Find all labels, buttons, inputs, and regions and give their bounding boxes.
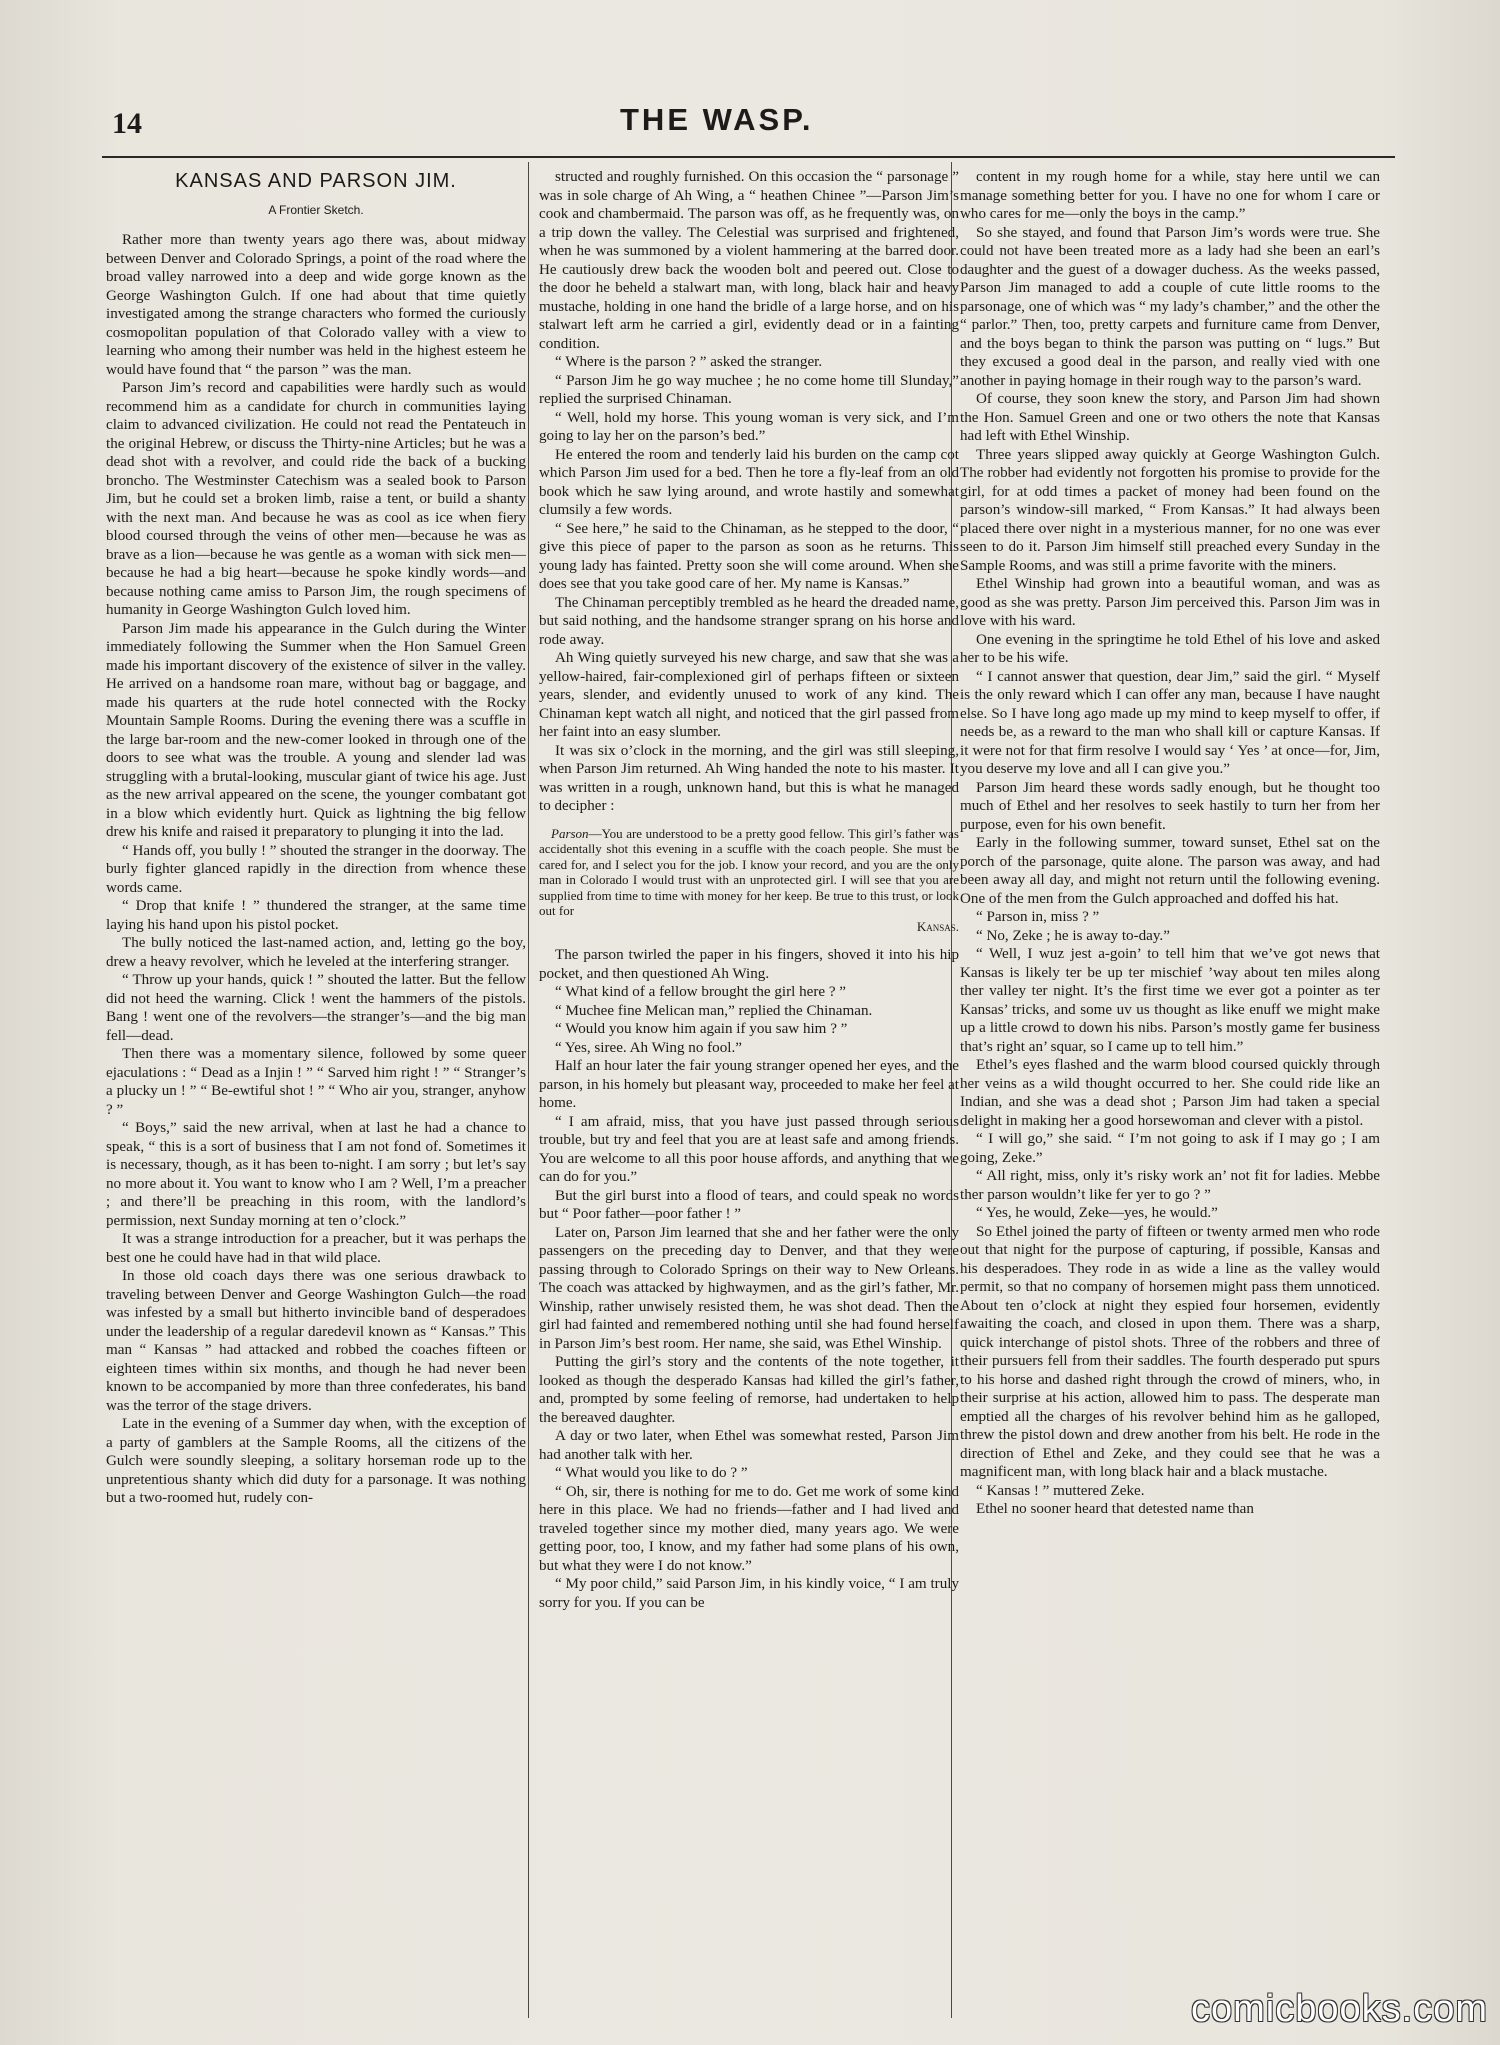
- note-text: [539, 826, 959, 919]
- column-divider: [528, 162, 529, 2018]
- paragraph: “ What kind of a fellow brought the girl here ? ”: [555, 984, 847, 1000]
- paragraph: “ Drop that knife ! ” thundered the stranger, at the same time laying his hand upon his pistol pocket.: [106, 898, 526, 933]
- paragraph: Then there was a momentary silence, followed by some queer ejaculations : “ Dead as a Injin ! ” “ Sarved him right ! ” “ Stranger’s a plucky un ! ” “ Be-ewtiful shot ! ” “ Who air you, stranger, anyhow ? ”: [106, 1046, 526, 1118]
- paragraph: In those old coach days there was one serious drawback to traveling between Denver and George Washington Gulch—the road was infested by a small but hitherto invincible band of desperadoes under the leadership of a regular daredevil known as “ Kansas.” This man “ Kansas ” had attacked and robbed the coaches fifteen or eighteen times within six months, and though he had never been known to be accompanied by more than three confederates, his band was the terror of the stage drivers.: [106, 1268, 526, 1414]
- paragraph: One evening in the springtime he told Ethel of his love and asked her to be his wife.: [960, 631, 1380, 666]
- paragraph: Ethel’s eyes flashed and the warm blood coursed quickly through her veins as a wild thought occurred to her. She could ride like an Indian, and she was a dead shot ; Parson Jim had taken a special delight in making her a good horsewoman and clever with a pistol.: [960, 1057, 1380, 1129]
- article-subtitle: A Frontier Sketch.: [268, 202, 364, 217]
- paragraph: The bully noticed the last-named action, and, letting go the boy, drew a heavy revolver, which he leveled at the interfering stranger.: [106, 935, 526, 970]
- paragraph: “ I cannot answer that question, dear Jim,” said the girl. “ Myself is the only reward which I can offer any man, because I have naught else. So I have long ago made up my mind to keep myself to offer, if needs be, as a reward to the man who shall kill or capture Kansas. If it were not for that firm resolve I would say ‘ Yes ’ at once—for, Jim, you deserve my love and all I can give you.”: [960, 668, 1380, 777]
- paragraph: Half an hour later the fair young stranger opened her eyes, and the parson, in his homely but pleasant way, proceeded to make her feel at home.: [539, 1058, 959, 1111]
- paragraph: “ See here,” he said to the Chinaman, as he stepped to the door, “ give this piece of paper to the parson as soon as he returns. This young lady has fainted. Pretty soon she will come around. When she does see that you take good care of her. My name is Kansas.”: [539, 520, 959, 592]
- paragraph: “ I will go,” she said. “ I’m not going to ask if I may go ; I am going, Zeke.”: [960, 1131, 1380, 1166]
- paragraph: Ethel Winship had grown into a beautiful woman, and was as good as she was pretty. Parson Jim perceived this. Parson Jim was in love with his ward.: [960, 576, 1380, 629]
- paragraph: “ Where is the parson ? ” asked the stranger.: [555, 354, 823, 370]
- paragraph: “ My poor child,” said Parson Jim, in his kindly voice, “ I am truly sorry for you. If you can be: [539, 1576, 959, 1611]
- paragraph: content in my rough home for a while, stay here until we can manage something better for you. I have no one for whom I care or who cares for me—only the boys in the camp.”: [960, 169, 1380, 222]
- header-rule: [102, 156, 1395, 158]
- paragraph: “ Parson in, miss ? ”: [976, 909, 1100, 925]
- article-column-3: [960, 168, 1380, 2018]
- paragraph: So Ethel joined the party of fifteen or twenty armed men who rode out that night for the purpose of capturing, if possible, Kansas and his desperadoes. They rode in as wide a line as the valley would permit, so that no company of horsemen might pass them unnoticed. About ten o’clock at night they espied four horsemen, evidently awaiting the coach, and closed in upon them. There was a sharp, quick interchange of pistol shots. Three of the robbers and three of their pursuers fell from their saddles. The fourth desperado put spurs to his horse and dashed right through the crowd of miners, who, in their surprise at his action, allowed him to pass. The desperate man emptied all the charges of his revolver behind him as he galloped, threw the pistol down and drew another from his belt. He rode in the direction of Ethel and Zeke, and they could see that he was a magnificent man, with long black hair and a black mustache.: [960, 1223, 1380, 1480]
- paragraph: “ Boys,” said the new arrival, when at last he had a chance to speak, “ this is a sort of business that I am not fond of. Sometimes it is necessary, though, as it has been to-night. I am sorry ; but let’s say no more about it. You want to know who I am ? Well, I’m a preacher ; and there’ll be preaching in this room, with the landlord’s permission, next Sunday morning at ten o’clock.”: [106, 1120, 526, 1229]
- paragraph: But the girl burst into a flood of tears, and could speak no words but “ Poor father—poor father ! ”: [539, 1187, 959, 1222]
- paragraph: “ Well, hold my horse. This young woman is very sick, and I’m going to lay her on the parson’s bed.”: [539, 409, 959, 444]
- paragraph: “ Well, I wuz jest a-goin’ to tell him that we’ve got news that Kansas is likely ter be up ter mischief ’way about ten miles along ther valley ter night. It’s the first time we ever got a pointer as ter Kansas’ tricks, and some uv us thought as like enuff we might make up a little crowd to down his nibs. Parson’s mostly game fer business that’s right an’ squar, so I came up to tell him.”: [960, 946, 1380, 1055]
- note-signature: Kansas.: [916, 918, 959, 934]
- paragraph: Ethel no sooner heard that detested name than: [976, 1501, 1254, 1517]
- paragraph: “ Kansas ! ” muttered Zeke.: [976, 1482, 1145, 1499]
- paragraph: Rather more than twenty years ago there was, about midway between Denver and Colorado Springs, a point of the road where the broad valley narrowed into a deep and wide gorge known as the George Washington Gulch. If one had about that time quietly investigated among the strange characters who formed the curiously cosmopolitan population of that Colorado valley with a view to learning who among their number was held in the highest esteem he would have found that “ the parson ” was the man.: [106, 232, 526, 378]
- article-title: KANSAS AND PARSON JIM.: [175, 170, 457, 192]
- paragraph: Parson Jim’s record and capabilities were hardly such as would recommend him as a candidate for church in communities laying claim to advanced civilization. He could not read the Pentateuch in the original Hebrew, or discuss the Thirty-nine Articles; but he was a dead shot with a revolver, and could ride the back of a bucking broncho. The Westminster Catechism was a sealed book to Parson Jim, but he could set a broken limb, raise a tent, or build a shanty with the next man. And because he was as cool as ice when fiery blood coursed through the veins of other men—because he was as brave as a lion—because he was gentle as a woman with sick men—because he had a big heart—because he spoke kindly words—and because nothing came amiss to Parson Jim, the rough specimens of humanity in George Washington Gulch loved him.: [106, 380, 526, 618]
- kansas-note: [539, 826, 959, 935]
- paragraph: The parson twirled the paper in his fingers, shoved it into his hip pocket, and then questioned Ah Wing.: [539, 947, 959, 982]
- note-body: —You are understood to be a pretty good fellow. This girl’s father was accidentally shot this evening in a scuffle with the coach people. She must be cared for, and I select you for the job. I know your record, and you are the only man in Colorado I would trust with an unprotected girl. I will see that you are supplied from time to time with money for her keep. Be true to this trust, or look out for: [539, 825, 959, 918]
- paragraph: “ Muchee fine Melican man,” replied the Chinaman.: [555, 1002, 873, 1019]
- paragraph: “ No, Zeke ; he is away to-day.”: [976, 927, 1170, 944]
- paragraph: “ All right, miss, only it’s risky work an’ not fit for ladies. Mebbe ther parson wouldn’t like fer yer to go ? ”: [960, 1168, 1380, 1203]
- article-column-1: [106, 168, 526, 2018]
- paragraph: “ What would you like to do ? ”: [555, 1465, 748, 1481]
- paragraph: “ Oh, sir, there is nothing for me to do. Get me work of some kind here in this place. We had no friends—father and I had lived and traveled together since my mother died, many years ago. We were getting poor, too, I know, and my father had some plans of his own, but what they were I do not know.”: [539, 1483, 959, 1574]
- paragraph: structed and roughly furnished. On this occasion the “ parsonage ” was in sole charge of Ah Wing, a “ heathen Chinee ”—Parson Jim’s cook and chambermaid. The parson was off, as he frequently was, on a trip down the valley. The Celestial was surprised and frightened, when he was summoned by a violent hammering at the barred door. He cautiously drew back the wooden bolt and peered out. Close to the door he beheld a stalwart man, with long, black hair and heavy mustache, holding in one hand the bridle of a large horse, and on his stalwart left arm he carried a girl, evidently dead or in a fainting condition.: [539, 169, 959, 352]
- paragraph: Of course, they soon knew the story, and Parson Jim had shown the Hon. Samuel Green and one or two others the note that Kansas had left with Ethel Winship.: [960, 391, 1380, 444]
- paragraph: Three years slipped away quickly at George Washington Gulch. The robber had evidently not forgotten his promise to provide for the girl, for at odd times a packet of money had been found on the parson’s window-sill marked, “ From Kansas.” It had always been placed there over night in a mysterious manner, for no one was ever seen to do it. Parson Jim himself still preached every Sunday in the Sample Rooms, and was still a prime favorite with the miners.: [960, 446, 1380, 574]
- page-number: 14: [112, 107, 142, 140]
- paragraph: Ah Wing quietly surveyed his new charge, and saw that she was a yellow-haired, fair-complexioned girl of perhaps fifteen or sixteen years, slender, and evidently unused to work of any kind. The Chinaman kept watch all night, and noticed that the girl passed from her faint into an easy slumber.: [539, 650, 959, 740]
- paragraph: “ Yes, siree. Ah Wing no fool.”: [555, 1039, 742, 1056]
- paragraph: So she stayed, and found that Parson Jim’s words were true. She could not have been treated more as a lady had she been an earl’s daughter and the guest of a dowager duchess. As the weeks passed, Parson Jim managed to add a couple of cute little rooms to the parsonage, one of which was “ my lady’s chamber,” and the other the “ parlor.” Then, too, pretty carpets and furniture came from Denver, and the boys began to think the parson was putting on “ lugs.” But they excused a good deal in the parson, and really vied with one another in paying homage in their rough way to the parson’s ward.: [960, 224, 1380, 389]
- paragraph: “ Parson Jim he go way muchee ; he no come home till Slunday,” replied the surprised Chinaman.: [539, 372, 959, 407]
- paragraph: It was six o’clock in the morning, and the girl was still sleeping, when Parson Jim returned. Ah Wing handed the note to his master. It was written in a rough, unknown hand, but this is what he managed to decipher :: [539, 742, 959, 814]
- paragraph: Early in the following summer, toward sunset, Ethel sat on the porch of the parsonage, quite alone. The parson was away, and had been away all day, and might not return until the following evening. One of the men from the Gulch approached and doffed his hat.: [960, 835, 1380, 907]
- paragraph: “ Hands off, you bully ! ” shouted the stranger in the doorway. The burly fighter glanced rapidly in the direction from whence these words came.: [106, 842, 526, 896]
- paragraph: Late in the evening of a Summer day when, with the exception of a party of gamblers at the Sample Rooms, all the citizens of the Gulch were soundly sleeping, a solitary horseman rode up to the unpretentious shanty which did duty for a parsonage. It was nothing but a two-roomed hut, rudely con-: [106, 1416, 526, 1506]
- watermark: comicbooks.com: [1191, 1988, 1488, 2030]
- paragraph: “ Yes, he would, Zeke—yes, he would.”: [976, 1205, 1218, 1221]
- paragraph: “ Throw up your hands, quick ! ” shouted the latter. But the fellow did not heed the warning. Click ! went the hammers of the pistols. Bang ! went one of the revolvers—the stranger’s—and the big man fell—dead.: [106, 972, 526, 1044]
- masthead: THE WASP.: [620, 102, 814, 137]
- paragraph: Parson Jim made his appearance in the Gulch during the Winter immediately following the Summer when the Hon Samuel Green made his important discovery of the existence of silver in the valley. He arrived on a handsome roan mare, without bag or baggage, and made his quarters at the rude hotel connected with the Rocky Mountain Sample Rooms. During the evening there was a scuffle in the large bar-room and the new-comer looked in through one of the doors to see what was the trouble. A young and slender lad was struggling with a brutal-looking, muscular giant of twice his age. Just as the new arrival appeared on the scene, the younger combatant got in a blow which evidently hurt. Quick as lightning the big fellow drew his knife and raised it preparatory to plunging it into the lad.: [106, 620, 526, 840]
- paragraph: “ I am afraid, miss, that you have just passed through serious trouble, but try and feel that you are at least safe and among friends. You are welcome to all this poor house affords, and anything that we can do for you.”: [539, 1113, 959, 1185]
- paragraph: A day or two later, when Ethel was somewhat rested, Parson Jim had another talk with her.: [539, 1428, 959, 1463]
- paragraph: Parson Jim heard these words sadly enough, but he thought too much of Ethel and her resolves to seek hastily to turn her from her purpose, even for his own benefit.: [960, 779, 1380, 833]
- paragraph: Putting the girl’s story and the contents of the note together, it looked as though the desperado Kansas had killed the girl’s father, and, prompted by some feeling of remorse, had undertaken to help the bereaved daughter.: [539, 1354, 959, 1426]
- note-salutation: Parson: [551, 825, 589, 841]
- paragraph: The Chinaman perceptibly trembled as he heard the dreaded name, but said nothing, and the handsome stranger sprang on his horse and rode away.: [539, 594, 959, 648]
- paragraph: It was a strange introduction for a preacher, but it was perhaps the best one he could have had in that wild place.: [106, 1231, 526, 1266]
- paragraph: He entered the room and tenderly laid his burden on the camp cot which Parson Jim used for a bed. Then he tore a fly-leaf from an old book which he saw lying around, and wrote hastily and somewhat clumsily a few words.: [539, 446, 959, 518]
- article-column-2: [539, 168, 959, 2018]
- paragraph: “ Would you know him again if you saw him ? ”: [555, 1021, 848, 1037]
- paragraph: Later on, Parson Jim learned that she and her father were the only passengers on the preceding day to Denver, and that they were passing through to Colorado Springs on their way to New Orleans. The coach was attacked by highwaymen, and as the girl’s father, Mr. Winship, rather unwisely resisted them, he was shot dead. Then the girl had fainted and remembered nothing until she had found herself in Parson Jim’s best room. Her name, she said, was Ethel Winship.: [539, 1224, 959, 1352]
